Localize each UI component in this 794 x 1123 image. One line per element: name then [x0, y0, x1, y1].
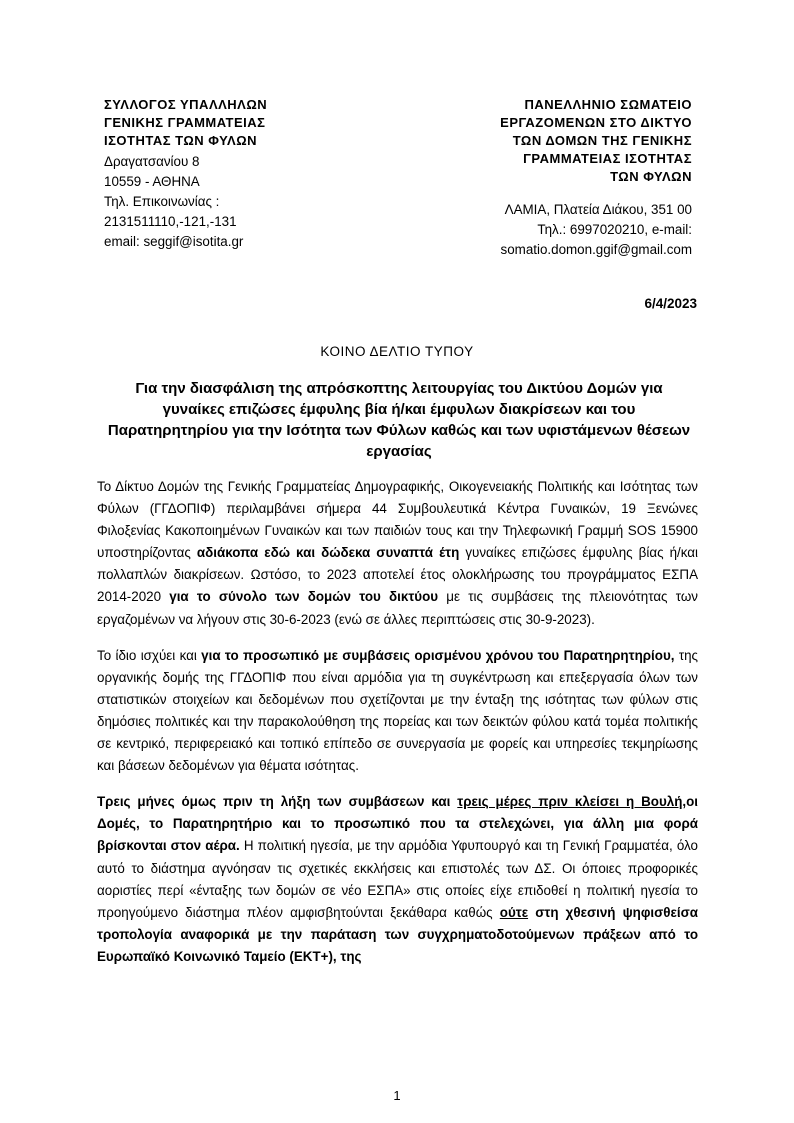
- left-org-line: ΙΣΟΤΗΤΑΣ ΤΩΝ ΦΥΛΩΝ: [104, 133, 258, 148]
- left-address-line: 2131511110,-121,-131: [104, 214, 237, 229]
- right-address: [372, 200, 692, 260]
- emphasized-text-run: ούτε: [499, 904, 529, 920]
- body-paragraph-1: [97, 476, 698, 631]
- right-org-name: [372, 96, 692, 186]
- left-sender-block: [104, 96, 364, 252]
- right-org-line: ΕΡΓΑΖΟΜΕΝΩΝ ΣΤΟ ΔΙΚΤΥΟ: [500, 115, 692, 130]
- left-org-name: [104, 96, 364, 150]
- paragraph-text-run: με τις συμβάσεις της πλειονότητας των εργαζομένων να λήγουν στις 30-6-2023 (ενώ σε άλλες περιπτώσεις στις 30-9-2023).: [97, 589, 698, 627]
- left-org-line: ΣΥΛΛΟΓΟΣ ΥΠΑΛΛΗΛΩΝ: [104, 97, 268, 112]
- right-address-line: ΛΑΜΙΑ, Πλατεία Διάκου, 351 00: [504, 202, 692, 217]
- paragraph-text-run: Το Δίκτυο Δομών της Γενικής Γραμματείας Δημογραφικής, Οικογενειακής Πολιτικής και Ισότητας των Φύλων (ΓΓΔΟΠΙΦ) περιλαμβάνει σήμερα 44 Συμβουλευτικά Κέντρα Γυναικών, 19 Ξενώνες Φιλοξενίας Κακοποιημένων Γυναικών και των παιδιών τους και την Τηλεφωνική Γραμμή SOS 15900 υποστηρίζοντας: [97, 479, 698, 561]
- document-type-heading: ΚΟΙΝΟ ΔΕΛΤΙΟ ΤΥΠΟΥ: [320, 344, 474, 359]
- body-paragraph-2: [97, 645, 698, 778]
- emphasized-text-run: αδιάκοπα εδώ και δώδεκα συναπτά έτη: [196, 545, 460, 561]
- right-org-line: ΤΩΝ ΦΥΛΩΝ: [610, 169, 692, 184]
- left-address: [104, 152, 364, 252]
- right-email-line: somatio.domon.ggif@gmail.com: [500, 242, 692, 257]
- left-address-line: Δραγατσανίου 8: [104, 154, 200, 169]
- left-org-line: ΓΕΝΙΚΗΣ ΓΡΑΜΜΑΤΕΙΑΣ: [104, 115, 266, 130]
- emphasized-text-run: τρεις μέρες πριν κλείσει η Βουλή: [457, 794, 683, 810]
- left-email-line: email: seggif@isotita.gr: [104, 234, 244, 249]
- paragraph-text-run: γυναίκες επιζώσες έμφυλης βίας ή/και πολλαπλών διακρίσεων. Ωστόσο, το 2023 αποτελεί έτος ολοκλήρωσης του προγράμματος ΕΣΠΑ 2014-2020: [97, 545, 699, 605]
- right-sender-block: [372, 96, 692, 260]
- right-org-line: ΓΡΑΜΜΑΤΕΙΑΣ ΙΣΟΤΗΤΑΣ: [523, 151, 692, 166]
- emphasized-text-run: στη χθεσινή ψηφισθείσα τροπολογία αναφορικά με την παράταση των συγχρηματοδοτούμενων πράξεων από το Ευρωπαϊκό Κοινωνικό Ταμείο (ΕΚΤ+), της: [97, 904, 698, 964]
- paragraph-text-run: της οργανικής δομής της ΓΓΔΟΠΙΦ που είναι αρμόδια για τη συγκέντρωση και επεξεργασία όλων των στατιστικών στοιχείων και δεδομένων που σχετίζονται με την ένταξη της ισότητας των φύλων στις δημόσιες πολιτικές και την παρακολούθηση της πορείας και των δεικτών φύλου κατά τομέα πολιτικής σε κεντρικό, περιφερειακό και τοπικό επίπεδο σε συνεργασία με φορείς και υπηρεσίες τεκμηρίωσης και βάσεων δεδομένων για θέματα ισότητας.: [97, 647, 699, 774]
- right-org-line: ΠΑΝΕΛΛΗΝΙΟ ΣΩΜΑΤΕΙΟ: [524, 97, 692, 112]
- paragraph-text-run: Η πολιτική ηγεσία, με την αρμόδια Υφυπουργό και τη Γενική Γραμματέα, όλο αυτό το διάστημα αγνόησαν τις σχετικές εκκλήσεις και επιστολές των ΔΣ. Οι όποιες προφορικές αοριστίες περί «ένταξης των δομών σε νέο ΕΣΠΑ» στις οποίες είχε επιδοθεί η πολιτική ηγεσία το προηγούμενο διάστημα πλέον αμφισβητούνται ξεκάθαρα καθώς: [97, 838, 698, 920]
- document-date: 6/4/2023: [644, 296, 697, 311]
- left-address-line: Τηλ. Επικοινωνίας :: [104, 194, 220, 209]
- emphasized-text-run: Τρεις μήνες όμως πριν τη λήξη των συμβάσεων και: [97, 794, 458, 810]
- emphasized-text-run: ,οι Δομές, το Παρατηρητήριο και το προσωπικό που τα στελεχώνει, για άλλη μια φορά βρίσκονται στον αέρα.: [97, 794, 698, 854]
- paragraph-text-run: Το ίδιο ισχύει και: [97, 647, 202, 663]
- document-title: Για την διασφάλιση της απρόσκοπτης λειτουργίας του Δικτύου Δομών για γυναίκες επιζώσες έμφυλης βία ή/και έμφυλων διακρίσεων και του Παρατηρητηρίου για την Ισότητα των Φύλων καθώς και των υφιστάμενων θέσεων εργασίας: [107, 380, 691, 460]
- document-body: [97, 476, 698, 982]
- left-address-line: 10559 - ΑΘΗΝΑ: [104, 174, 200, 189]
- right-org-line: ΤΩΝ ΔΟΜΩΝ ΤΗΣ ΓΕΝΙΚΗΣ: [512, 133, 692, 148]
- emphasized-text-run: για το προσωπικό με συμβάσεις ορισμένου χρόνου του Παρατηρητηρίου,: [201, 647, 675, 663]
- body-paragraph-3: [97, 791, 698, 968]
- page-number: 1: [393, 1088, 401, 1103]
- right-address-line: Τηλ.: 6997020210, e-mail:: [537, 222, 692, 237]
- emphasized-text-run: για το σύνολο των δομών του δικτύου: [169, 589, 439, 605]
